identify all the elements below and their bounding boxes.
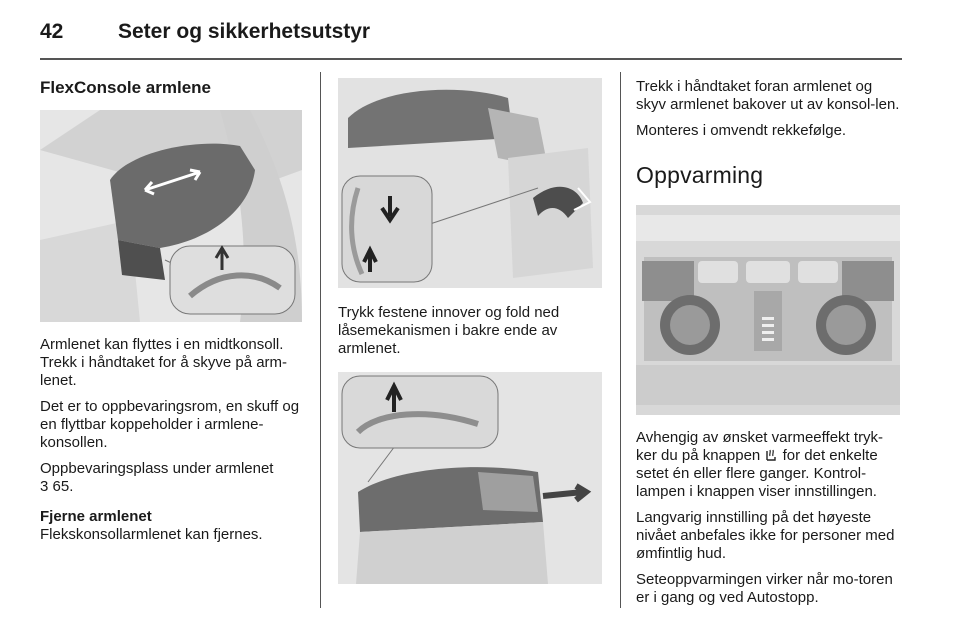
column-3 [636,72,902,607]
section-title-flexconsole: FlexConsole armlene [40,78,212,97]
paragraph-heat-button [636,429,902,501]
page-number: 42 [40,20,64,43]
paragraph-remove: Flekskonsollarmlenet kan fjernes. [40,526,263,543]
seat-heat-icon [764,448,778,462]
column-divider [620,72,621,608]
paragraph-armrest-move: Armlenet kan flyttes i en midtkonsoll. Trekk i håndtaket for å skyve på arm-lenet. [40,336,288,389]
column-2 [338,72,602,584]
paragraph-storage: Det er to oppbevaringsrom, en skuff og en flyttbar koppeholder i armlene-konsollen. [40,398,300,451]
armrest-slide-illustration [40,110,302,322]
page-reference: 3 65. [40,478,74,495]
paragraph-sensitive-skin: Langvarig innstilling på det høyeste nivået anbefales ikke for personer med ømfintlig hud. [636,509,895,562]
heat-text-after: for det enkelte setet én eller flere ganger. Kontrol-lampen i knappen viser innstillingen. [636,447,878,500]
subheading-remove-armrest: Fjerne armlenet [40,508,152,525]
section-title-heating: Oppvarming [636,162,764,188]
storage-ref-text: Oppbevaringsplass under armlenet [40,460,274,477]
header-rule [40,58,902,60]
lock-mechanism-illustration [338,78,602,288]
paragraph-press-clips: Trykk festene innover og fold ned låsemekanismen i bakre ende av armlenet. [338,304,560,357]
armrest-removal-illustration [338,372,602,584]
heat-text-before: Avhengig av ønsket varmeeffekt tryk-ker du på knappen [636,429,884,464]
chapter-title: Seter og sikkerhetsutstyr [118,20,371,43]
paragraph-reverse-order: Monteres i omvendt rekkefølge. [636,122,847,139]
page-header [40,12,900,52]
paragraph-storage-ref [40,460,304,496]
climate-panel-illustration [636,205,900,415]
paragraph-pull-handle: Trekk i håndtaket foran armlenet og skyv armlenet bakover ut av konsol-len. [636,78,900,113]
paragraph-autostop: Seteoppvarmingen virker når mo-toren er i gang og ved Autostopp. [636,571,893,606]
column-1 [40,72,304,544]
column-divider [320,72,321,608]
